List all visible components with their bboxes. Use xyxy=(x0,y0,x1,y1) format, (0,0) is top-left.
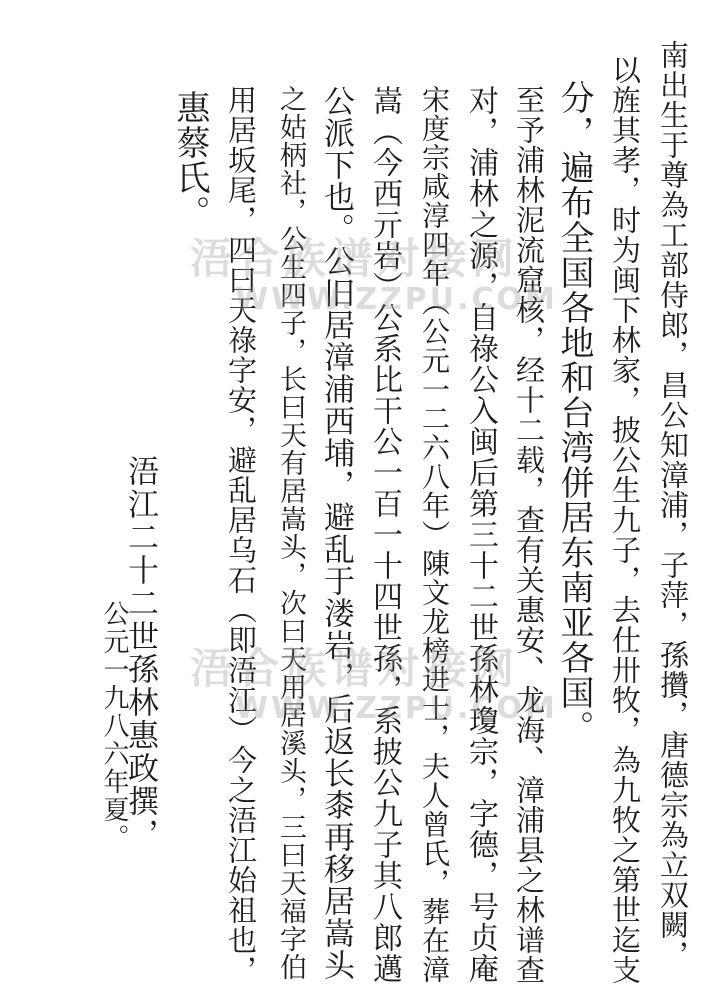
text-column-9: 之姑柄社，公生四子，长曰天有居嵩头，次曰天用居溪头，三曰天福字伯 xyxy=(275,85,306,981)
text-column-2: 以旌其孝，时为闽下林家，披公生九子，去仕卅牧，為九牧之第世迄支 xyxy=(608,55,642,985)
text-column-6: 宋度宗咸淳四年（公元一二六八年）陳文龙榜进士，夫人曾氏，葬在漳 xyxy=(418,85,451,984)
watermark-text-top: 浯合族谱对接网 xyxy=(190,234,520,283)
text-column-11: 惠蔡氏。 xyxy=(170,90,210,230)
text-column-10: 用居坂尾，四曰天祿字安，避乱居乌石（即浯江）今之浯江始祖也， xyxy=(224,85,258,985)
watermark-url-top: WWW.ZZPU.COM xyxy=(235,282,558,317)
text-column-5: 对，浦林之源，自祿公入闽后第三十二世孫林瓊宗，字德，号贞庵 xyxy=(463,85,498,984)
text-column-1: 南出生于尊為工部侍郎，昌公知漳浦，子萍，孫攢，唐德宗為立双闕， xyxy=(656,40,690,970)
watermark-text-bottom: 浯合族谱对接网 xyxy=(190,644,520,693)
text-column-3: 分，遍布全国各地和台湾併居东南亚各国。 xyxy=(554,80,594,745)
author-signature: 浯江二十二世孫林惠政撰， xyxy=(122,455,158,851)
text-column-8: 公派下也。公旧居漳浦西埔，避乱于溇岩，后返长桼再移居嵩头 xyxy=(318,85,354,981)
date-line: 公元一九八六年夏。 xyxy=(99,600,129,852)
text-column-4: 至予浦林泥流窟核，经十二载，查有关惠安、龙海、漳浦县之林谱查 xyxy=(512,85,546,985)
watermark-url-bottom: WWW.ZZPU.COM xyxy=(235,691,558,726)
text-column-7: 嵩（今西亓岩）公系比干公一百一十四世孫，系披公九子其八郎邁 xyxy=(367,85,402,984)
